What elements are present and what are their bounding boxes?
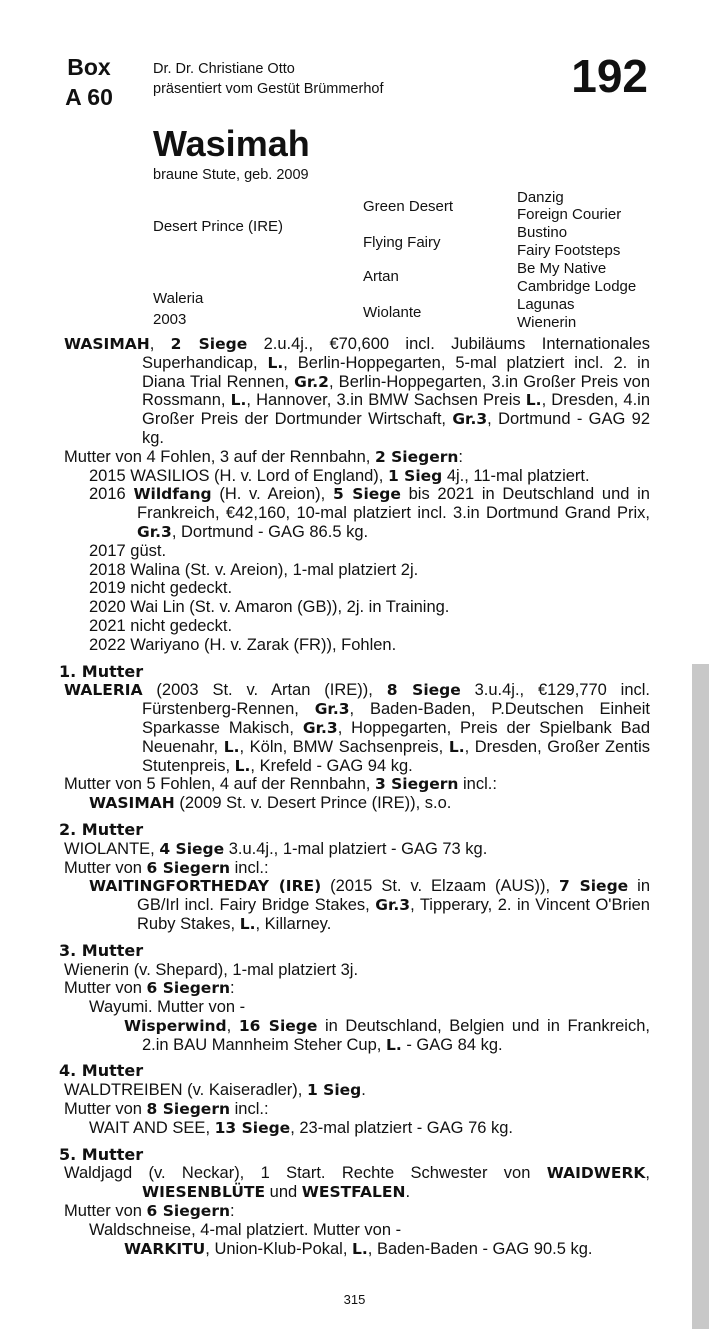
section-heading-3: 3. Mutter	[59, 940, 144, 960]
presenter: präsentiert vom Gestüt Brümmerhof	[153, 81, 384, 97]
owner-name: Dr. Dr. Christiane Otto	[153, 61, 295, 77]
section-heading-1: 1. Mutter	[59, 661, 144, 681]
horse-description: braune Stute, geb. 2009	[153, 167, 309, 183]
pedigree-gen2: Green Desert	[363, 198, 454, 215]
pedigree-gen3: Wienerin	[517, 314, 577, 331]
dam4-foals: Mutter von 8 Siegern incl.:	[64, 1100, 269, 1119]
dam3-sub: Wayumi. Mutter von -	[89, 998, 246, 1017]
box-label	[63, 52, 115, 112]
main-record: WASIMAH, 2 Siege 2.u.4j., €70,600 incl. Jubiläums Internationales Superhandicap, L., Berlin-Hoppegarten, 5-mal platziert incl. 2. in Diana Trial Rennen, Gr.2, Berlin-Hoppegarten, 3.in Großer Preis von Rossmann, L., Hannover, 3.in BMW Sachsen Preis L., Dresden, 4.in Großer Preis der Dortmunder Wirtschaft, Gr.3, Dortmund - GAG 92 kg.	[64, 335, 650, 447]
lot-number: 192	[571, 50, 648, 102]
pedigree-gen3: Bustino	[517, 224, 568, 241]
horse-name: Wasimah	[153, 123, 310, 164]
foal-2016: 2016 Wildfang (H. v. Areion), 5 Siege bis 2021 in Deutschland und in Frankreich, €42,160, 10-mal platziert incl. 3.in Dortmund Grand Prix, Gr.3, Dortmund - GAG 86.5 kg.	[89, 485, 650, 541]
owner-block	[153, 59, 383, 99]
foal-2018: 2018 Walina (St. v. Areion), 1-mal platziert 2j.	[89, 560, 419, 579]
pedigree-gen2: Wiolante	[363, 304, 422, 321]
pedigree-gen3: Lagunas	[517, 296, 575, 313]
section-heading-2: 2. Mutter	[59, 819, 144, 839]
dam3-child: Wisperwind, 16 Siege in Deutschland, Belgien und in Frankreich, 2.in BAU Mannheim Steher Cup, L. - GAG 84 kg.	[124, 1016, 650, 1054]
dam1-foals: Mutter von 5 Fohlen, 4 auf der Rennbahn, 3 Siegern incl.:	[64, 775, 497, 794]
foal-2019: 2019 nicht gedeckt.	[89, 579, 233, 598]
dam3-foals: Mutter von 6 Siegern:	[64, 979, 235, 998]
foal-2020: 2020 Wai Lin (St. v. Amaron (GB)), 2j. in Training.	[89, 598, 450, 617]
dam5-foals: Mutter von 6 Siegern:	[64, 1202, 235, 1221]
foal-2015: 2015 WASILIOS (H. v. Lord of England), 1 Sieg 4j., 11-mal platziert.	[89, 466, 590, 485]
box-line1: Box	[67, 54, 111, 80]
section-heading-4: 4. Mutter	[59, 1061, 144, 1081]
dam1-child: WASIMAH (2009 St. v. Desert Prince (IRE)), s.o.	[89, 794, 452, 813]
dam2-foals: Mutter von 6 Siegern incl.:	[64, 858, 269, 877]
page-number: 315	[343, 1292, 366, 1307]
pedigree-gen3: Cambridge Lodge	[517, 278, 637, 295]
pedigree-dam-year: 2003	[153, 311, 187, 328]
box-line2: A 60	[65, 84, 113, 110]
dam4-record: WALDTREIBEN (v. Kaiseradler), 1 Sieg.	[64, 1081, 366, 1100]
foals-summary: Mutter von 4 Fohlen, 3 auf der Rennbahn, 2 Siegern:	[64, 447, 464, 466]
pedigree-gen2: Flying Fairy	[363, 234, 441, 251]
scrollbar[interactable]	[692, 664, 709, 1329]
dam2-record: WIOLANTE, 4 Siege 3.u.4j., 1-mal platziert - GAG 73 kg.	[64, 839, 488, 858]
body-text	[59, 335, 650, 1258]
foal-2021: 2021 nicht gedeckt.	[89, 616, 233, 635]
pedigree-gen3: Be My Native	[517, 260, 607, 277]
pedigree-sire: Desert Prince (IRE)	[153, 218, 284, 235]
dam5-record: Waldjagd (v. Neckar), 1 Start. Rechte Schwester von WAIDWERK, WIESENBLÜTE und WESTFALEN.	[64, 1164, 650, 1202]
dam3-record: Wienerin (v. Shepard), 1-mal platziert 3j.	[64, 960, 359, 979]
section-heading-5: 5. Mutter	[59, 1144, 144, 1164]
pedigree-gen3: Danzig	[517, 189, 564, 206]
pedigree-dam: Waleria	[153, 290, 204, 307]
dam2-child: WAITINGFORTHEDAY (IRE) (2015 St. v. Elzaam (AUS)), 7 Siege in GB/Irl incl. Fairy Bridge Stakes, Gr.3, Tipperary, 2. in Vincent O'Brien Ruby Stakes, L., Killarney.	[89, 877, 650, 933]
dam1-record: WALERIA (2003 St. v. Artan (IRE)), 8 Siege 3.u.4j., €129,770 incl. Fürstenberg-Rennen, Gr.3, Baden-Baden, P.Deutschen Einheit Sparkasse Makisch, Gr.3, Hoppegarten, Preis der Spielbank Bad Neuenahr, L., Köln, BMW Sachsenpreis, L., Dresden, Großer Zentis Stutenpreis, L., Krefeld - GAG 94 kg.	[64, 681, 650, 775]
dam5-child: WARKITU, Union-Klub-Pokal, L., Baden-Baden - GAG 90.5 kg.	[124, 1239, 593, 1258]
pedigree-gen2: Artan	[363, 268, 399, 285]
foal-2022: 2022 Wariyano (H. v. Zarak (FR)), Fohlen.	[89, 635, 397, 654]
foal-2017: 2017 güst.	[89, 541, 167, 560]
pedigree-gen3: Fairy Footsteps	[517, 242, 621, 259]
dam5-sub: Waldschneise, 4-mal platziert. Mutter von -	[89, 1220, 402, 1239]
dam4-child: WAIT AND SEE, 13 Siege, 23-mal platziert - GAG 76 kg.	[89, 1118, 514, 1137]
pedigree-gen3: Foreign Courier	[517, 206, 622, 223]
